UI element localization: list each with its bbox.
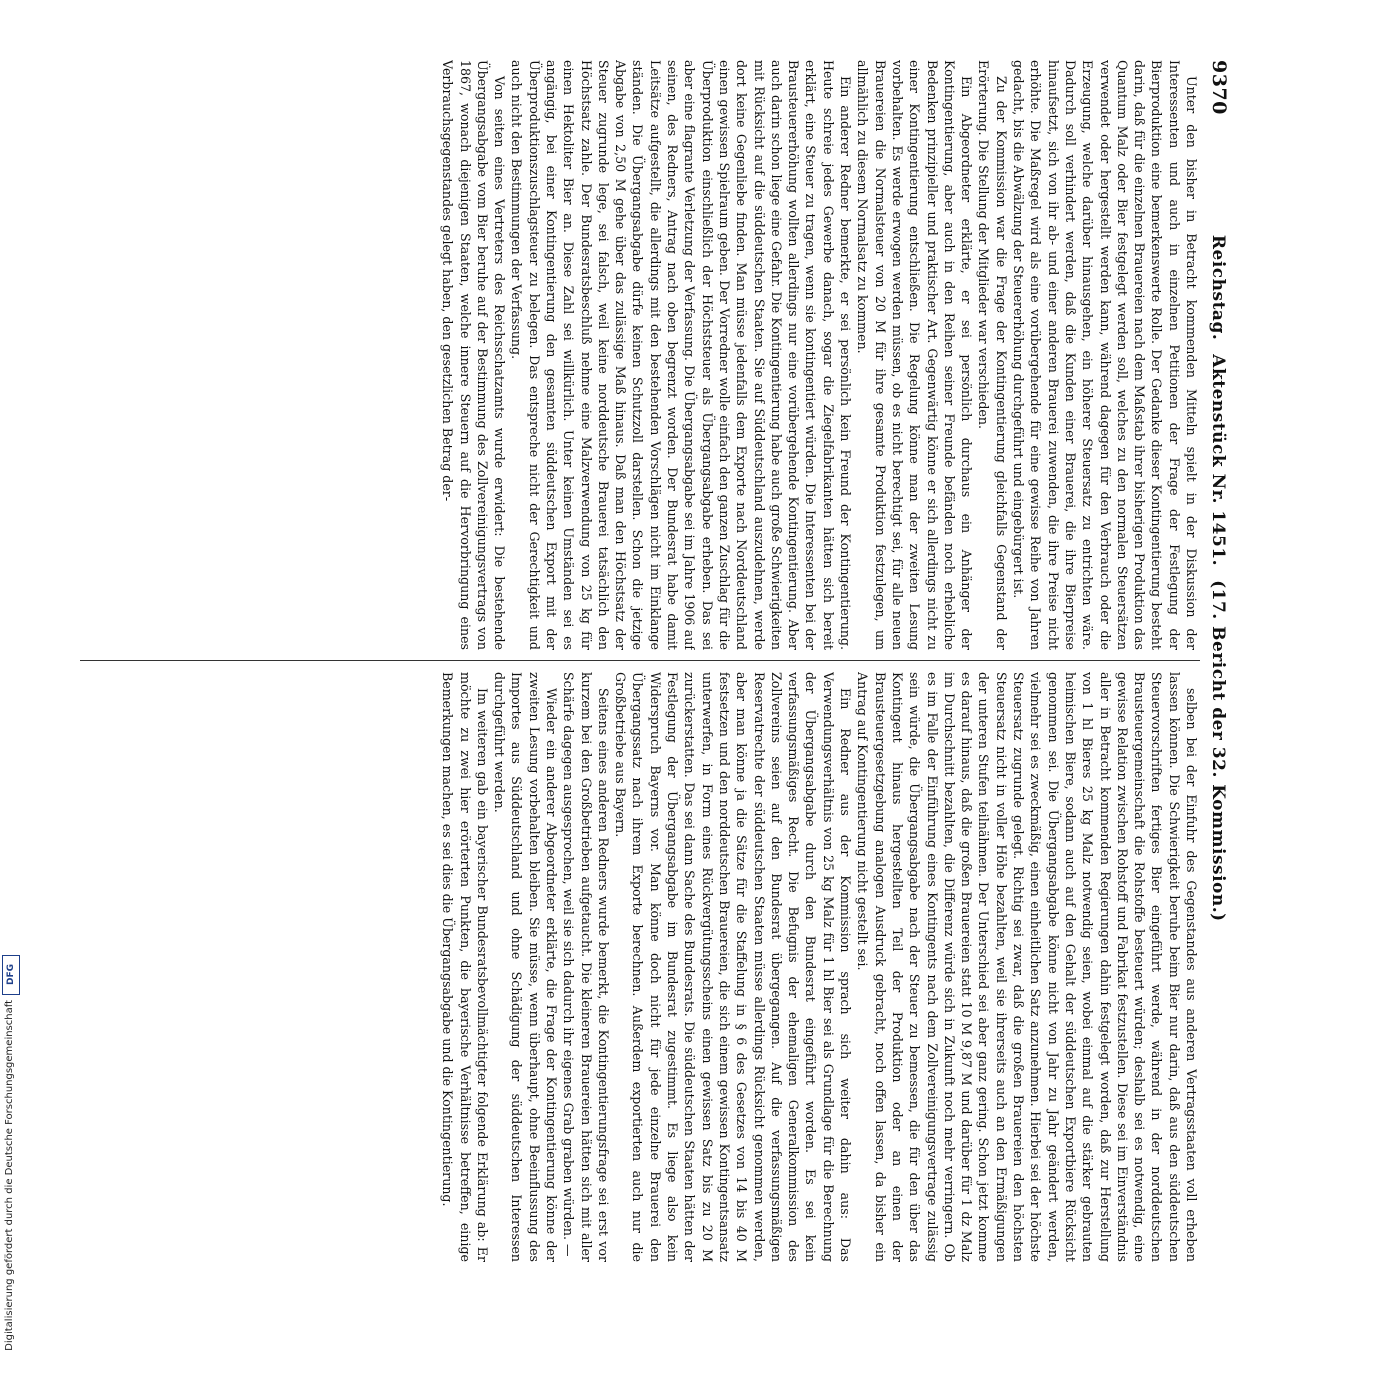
page-header — [1200, 60, 1230, 1260]
paragraph: Seitens eines anderen Redners wurde bemerkt, die Kontingentierungsfrage sei erst vor kurzem bei den Großbetrieben aufgetaucht. Die kleineren Brauereien hätten sich mit aller Schärfe dagegen ausgesprochen, weil sie sich dadurch ihr eigenes Grab graben würden. — — [561, 672, 611, 1262]
paragraph: Ein Abgeordneter erklärte, er sei persönlich durchaus ein Anhänger der Kontingentierung, aber auch in den Reihen seiner Freunde befänden noch erhebliche Bedenken prinzipieller und praktischer Art. Gegenwärtig könne er sich allerdings nicht zu einer Kontingentierung entschließen. Die Regelung könne man der zweiten Lesung vorbehalten. Es werde erwogen werden müssen, ob es nicht berechtigt sei, für alle neuen Brauereien die Normalsteuer von 20 M für ihre gesamte Produktion festzulegen, um allmählich zu diesem Normalsatz zu kommen. — [855, 60, 975, 650]
dfg-logo — [2, 955, 20, 995]
column-divider — [80, 660, 1200, 661]
page-number: 9370 — [1208, 60, 1230, 115]
paragraph: Ein anderer Redner bemerkte, er sei persönlich kein Freund der Kontingentierung. Heute schreie jedes Gewerbe danach, sogar die Ziegelfabrikanten hätten sich bereit erklärt, eine Steuer zu tragen, wenn sie kontingentiert würden. Die Interessenten bei der Brausteuererhöhung wollten allerdings nur eine vorübergehende Kontingentierung. Aber auch darin schon liege eine Gefahr. Die Kontingentierung habe auch große Schwierigkeiten mit Rücksicht auf die süddeutschen Staaten. Sie auf Süddeutschland auszudehnen, werde dort keine Gegenliebe finden. Man müsse jedenfalls dem Exporte nach Norddeutschland einen gewissen Spielraum geben. Der Vorredner wolle einfach den ganzen Zuschlag für die Überproduktion einschließlich der Höchststeuer als Übergangsabgabe erheben. Das sei aber eine flagrante Verletzung der Verfassung. Die Übergangsabgabe sei im Jahre 1906 auf seinen, des Redners, Antrag nach oben begrenzt worden. Der Bundesrat habe damit Leitsätze aufgestellt, die allerdings mit den bestehenden Vorschlägen nicht im Einklange ständen. Die Übergangsabgabe dürfe keinen Schutzzoll darstellen. Schon die jetzige Abgabe von 2,50 M gehe über das zulässige Maß hinaus. Daß man den Höchstsatz der Steuer zugrunde lege, sei falsch, weil keine norddeutsche Brauerei tatsächlich den Höchstsatz zahle. Der Bundesratsbeschluß nehme eine Malzverwendung von 25 kg für einen Hektoliter Bier an. Diese Zahl sei willkürlich. Unter keinen Umständen sei es angängig, bei einer Kontingentierung den gesamten süddeutschen Export mit der Überproduktionszuschlagsteuer zu belegen. Das entspreche nicht der Gerechtigkeit und auch nicht den Bestimmungen der Verfassung. — [509, 60, 854, 650]
digitization-credit — [4, 1000, 22, 1380]
paragraph: Unter den bisher in Betracht kommenden Mitteln spielt in der Diskussion der Interessenten und auch in einzelnen Petitionen der Frage der Festlegung der Bierproduktion eine bemerkenswerte Rolle. Der Gedanke dieser Kontingentierung besteht darin, daß für die einzelnen Brauereien nach dem Maßstab ihrer bisherigen Produktion das Quantum Malz oder Bier festgelegt werden soll, welches zu den normalen Steuersätzen verwendet oder hergestellt werden kann, während dagegen für den Verbrauch oder die Erzeugung, welche darüber hinausgehen, ein höherer Steuersatz zu entrichten wäre. Dadurch soll verhindert werden, daß die Kunden einer Brauerei, die ihre Bierpreise hinaufsetzt, sich von ihr ab- und einer anderen Brauerei zuwenden, die ihre Preise nicht erhöhte. Die Maßregel wird als eine vorübergehende für eine gewisse Reihe von Jahren gedacht, bis die Abwälzung der Steuererhöhung durchgeführt und eingebürgert ist. — [1011, 60, 1199, 650]
header-title-report: (17. Bericht der 32. Kommission.) — [1208, 580, 1228, 922]
header-title-aktenstueck: Aktenstück Nr. 1451. — [1208, 354, 1228, 567]
right-column — [70, 672, 1200, 1262]
paragraph: Zu der Kommission war die Frage der Kontingentierung gleichfalls Gegenstand der Erörterung. Die Stellung der Mitglieder war verschieden. — [976, 60, 1009, 650]
header-title-reichstag: Reichstag. — [1208, 234, 1228, 341]
paragraph: Von seiten eines Vertreters des Reichsschatzamts wurde erwidert: Die bestehende Übergangsabgabe vom Bier beruhe auf der Bestimmung des Zollvereinigungsvertrags von 1867, wonach diejenigen Staaten, welche innere Steuern auf die Hervorbringung eines Verbrauchsgegenstandes gelegt haben, den gesetzlichen Betrag der- — [440, 60, 508, 650]
paragraph: Im weiteren gab ein bayerischer Bundesratsbevollmächtigter folgende Erklärung ab: Er möchte zu zwei hier erörterten Punkten, die bayerische Verhältnisse betreffen, einige Bemerkungen machen, es sei dies die Übergangsabgabe und die Kontingentierung. — [440, 672, 490, 1262]
paragraph: selben bei der Einfuhr des Gegenstandes aus anderen Vertragsstaaten voll erheben lassen können. Die Schwierigkeit beruhe beim Bier nur darin, daß aus den süddeutschen Steuervorschriften fertiges Bier eingeführt werde, während in der norddeutschen Brausteuergemeinschaft die Rohstoffe besteuert würden; deshalb sei es notwendig, eine gewisse Relation zwischen Rohstoff und Fabrikat festzustellen. Diese sei im Einverständnis aller in Betracht kommenden Regierungen dahin festgelegt worden, daß zur Herstellung von 1 hl Bieres 25 kg Malz notwendig seien, wobei einmal auf die stärker gebrauten heimischen Biere, sodann auch auf den Gehalt der süddeutschen Exportbiere Rücksicht genommen sei. Die Übergangsabgabe könne nicht von Jahr zu Jahr geändert werden, vielmehr sei es zweckmäßig, einen einheitlichen Satz anzunehmen. Hierbei sei der höchste Steuersatz zugrunde gelegt. Richtig sei zwar, daß die großen Brauereien den höchsten Steuersatz nicht in voller Höhe bezahlten, weil sie ihrerseits auch an den Ermäßigungen der unteren Stufen teilnähmen. Der Unterschied sei aber ganz gering. Schon jetzt komme es darauf hinaus, daß die großen Brauereien statt 10 M 9,87 M und darüber für 1 dz Malz im Durchschnitt bezahlten, die Differenz würde sich in Zukunft noch mehr verringern. Ob es im Falle der Einführung eines Kontingents nach dem Zollvereinigungsvertrage zulässig sein würde, die Übergangsabgabe nach der Steuer zu bemessen, die für den über das Kontingent hinaus hergestellten Teil der Produktion oder an einen der Brausteuergesetzgebung analogen Ausdruck gebracht, noch offen lassen, da bisher ein Antrag auf Kontingentierung nicht gestellt sei. — [855, 672, 1199, 1262]
digitization-credit-text: Digitalisierung gefördert durch die Deutsche Forschungsgemeinschaft — [4, 1000, 15, 1351]
paragraph: Wieder ein anderer Abgeordneter erklärte, die Frage der Kontingentierung könne der zweiten Lesung vorbehalten bleiben. Sie müsse, wenn überhaupt, ohne Beeinflussung des Importes aus Süddeutschland und ohne Schädigung der süddeutschen Interessen durchgeführt werden. — [492, 672, 560, 1262]
paragraph: Ein Redner aus der Kommission sprach sich weiter dahin aus: Das Verwendungsverhältnis von 25 kg Malz für 1 hl Bier sei als Grundlage für die Berechnung der Übergangsabgabe durch den Bundesrat eingeführt worden. Es sei kein verfassungsmäßiges Recht. Die Befugnis der ehemaligen Generalkommission des Zollvereins seien auf den Bundesrat übergegangen. Auf die verfassungsmäßigen Reservatrechte der süddeutschen Staaten müsse allerdings Rücksicht genommen werden, aber man könne ja die Sätze für die Staffelung in § 6 des Gesetzes von 14 bis 40 M festsetzen und den norddeutschen Brauereien, die sich einem gewissen Kontingentsansatz unterwerfen, in Form eines Rückvergütungsscheins einen gewissen Satz bis zu 20 M zurückerstatten. Das sei dann Sache des Bundesrats. Die süddeutschen Staaten hätten der Festlegung der Übergangsabgabe im Bundesrat zugestimmt. Es liege also kein Widerspruch Bayerns vor. Man könne doch nicht für jede einzelne Brauerei den Übergangssatz nach ihrem Exporte berechnen. Außerdem exportierten auch nur die Großbetriebe aus Bayern. — [613, 672, 854, 1262]
left-column — [70, 60, 1200, 650]
dfg-logo-text: DFG — [6, 964, 16, 986]
